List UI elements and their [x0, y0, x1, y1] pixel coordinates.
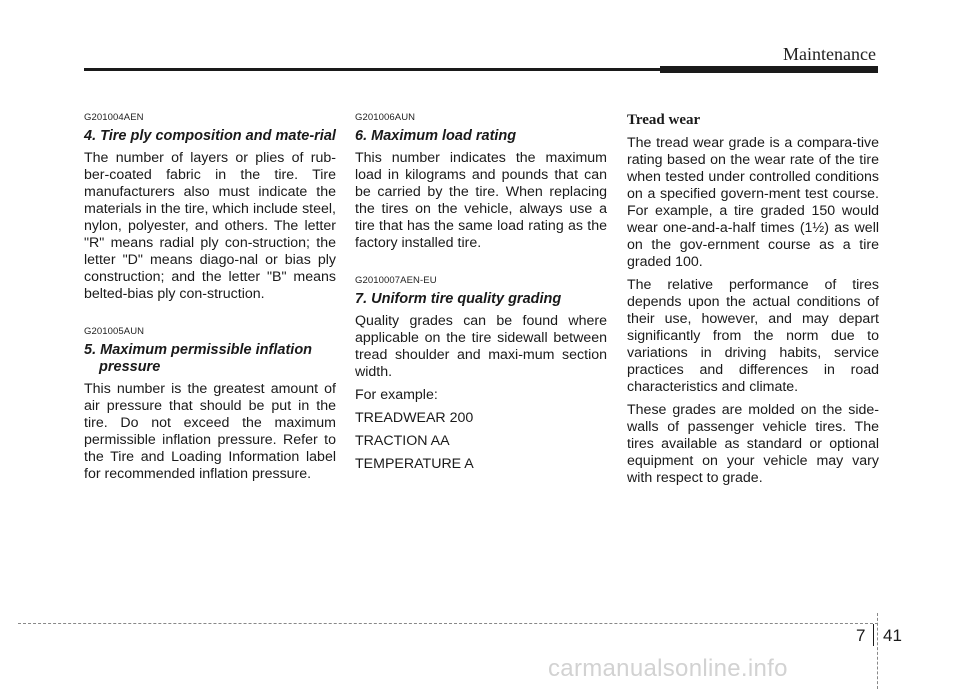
footer-crop-vline [877, 613, 878, 689]
subsection-title: Tread wear [627, 112, 701, 128]
text-column-1 [84, 112, 336, 483]
section-7 [355, 275, 607, 473]
grade-example-temperature: TEMPERATURE A [355, 456, 474, 472]
section-header-title: Maintenance [783, 44, 876, 64]
section-code: G201004AEN [84, 112, 144, 123]
paragraph: The number of layers or plies of rub-ber-coated fabric in the tire. Tire manufacturers also must indicate the materials in the tire, which include steel, nylon, polyester, and others. The letter "R" means radial ply con-struction; the letter "D" means diago-nal or bias ply construction; and the letter "B" means belted-bias ply con-struction. [84, 150, 336, 302]
section-title: 7. Uniform tire quality grading [355, 291, 562, 307]
paragraph: The relative performance of tires depends upon the actual conditions of their use, however, and may depart significantly from the norm due to variations in driving habits, service practices and differences in road characteristics and climate. [627, 277, 879, 395]
section-5 [84, 326, 336, 483]
text-column-2 [355, 112, 607, 473]
paragraph: These grades are molded on the side-walls of passenger vehicle tires. The tires available as standard or optional equipment on your vehicle may vary with respect to grade. [627, 402, 879, 486]
section-title: 6. Maximum load rating [355, 128, 517, 144]
paragraph: This number is the greatest amount of air pressure that should be put in the tire. Do not exceed the maximum permissible inflation pressure. Refer to the Tire and Loading Information label for recommended inflation pressure. [84, 381, 336, 482]
section-title: 5. Maximum permissible inflation pressure [84, 342, 313, 375]
text-column-3 [627, 112, 879, 487]
section-6 [355, 112, 607, 252]
grade-example-treadwear: TREADWEAR 200 [355, 410, 474, 426]
paragraph: The tread wear grade is a compara-tive rating based on the wear rate of the tire when tested under controlled conditions on a specified govern-ment test course. For example, a tire graded 150 would wear one-and-a-half times (1½) as well on the gov-ernment course as a tire graded 100. [627, 135, 879, 270]
section-code: G201005AUN [84, 326, 145, 337]
paragraph: Quality grades can be found where applicable on the tire sidewall between tread shoulder and maxi-mum section width. [355, 313, 607, 380]
watermark: carmanualsonline.info [548, 655, 788, 682]
page-number: 41 [883, 626, 902, 645]
paragraph: For example: [355, 387, 438, 403]
section-code: G2010007AEN-EU [355, 275, 437, 286]
section-title: 4. Tire ply composition and mate-rial [84, 128, 336, 144]
footer-crop-line [18, 623, 878, 624]
tread-wear-section [627, 112, 879, 487]
section-code: G201006AUN [355, 112, 416, 123]
grade-example-traction: TRACTION AA [355, 433, 450, 449]
section-4 [84, 112, 336, 303]
header-rule-accent [660, 66, 878, 73]
paragraph: This number indicates the maximum load in kilograms and pounds that can be carried by the tire. When replacing the tires on the vehicle, always use a tire that has the same load rating as the factory installed tire. [355, 150, 607, 251]
header-rule [84, 68, 660, 71]
page-number-divider [873, 624, 874, 646]
chapter-number: 7 [856, 626, 866, 645]
